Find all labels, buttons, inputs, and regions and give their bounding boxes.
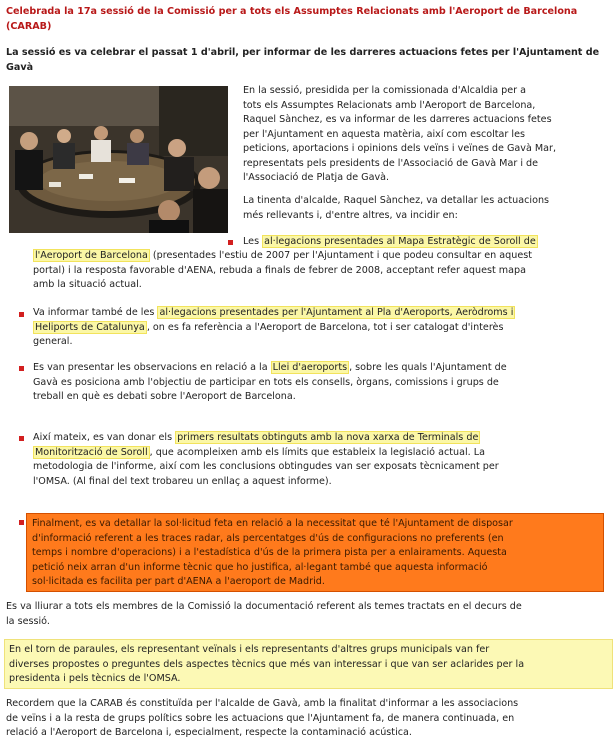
text: temps i nombre d'operacions) i a l'estadística d'ús de la primera pista per a enlairaments. Aquesta: [32, 547, 507, 558]
text: Es va lliurar a tots els membres de la Comissió la documentació referent als temes tractats en el decurs de: [6, 601, 522, 612]
text: En el torn de paraules, els representant veïnals i els representants d'altres grups municipals van fer: [9, 644, 490, 655]
text: Finalment, es va detallar la sol·licitud feta en relació a la necessitat que té l'Ajuntament de disposar: [32, 518, 513, 529]
intro-line: per l'Ajuntament en aquesta matèria, així com escoltar les: [243, 128, 525, 140]
text: diverses propostes o preguntes dels aspectes tècnics que més van interessar i que van ser aclarides per la: [9, 658, 525, 670]
bullet-icon: [19, 312, 24, 317]
intro-line: més rellevants i, d'entre altres, va incidir en:: [243, 209, 458, 221]
bullet-item-1: [243, 235, 613, 250]
article-title: Celebrada la 17a sessió de la Comissió per a tots els Assumptes Relacionats amb l'Aeroport de Barcelona (CARAB): [6, 6, 578, 32]
text: portal) i la resposta favorable d'AENA, rebuda a finals de febrer de 2008, acceptant refer aquest mapa: [33, 264, 527, 276]
bullet-item-3: [33, 361, 613, 405]
text: , sobre les quals l'Ajuntament de: [349, 362, 507, 373]
text: Les: [243, 236, 260, 247]
intro-line: tots els Assumptes Relacionats amb l'Aeroport de Barcelona,: [243, 99, 536, 111]
intro-line: En la sessió, presidida per la comissionada d'Alcaldia per a: [243, 85, 527, 96]
text: petició neix arran d'un informe tècnic que ho justifica, al·legant també que aquesta informació: [32, 561, 488, 573]
text: relació a l'Aeroport de Barcelona i, especialment, respecte la contaminació acústica.: [6, 727, 412, 738]
text: Va informar també de les: [33, 307, 155, 318]
text: , que acompleixen amb els límits que estableix la legislació actual. La: [149, 446, 485, 458]
highlight-link-mapa-soroll[interactable]: al·legacions presentades al Mapa Estratègic de Soroll de: [264, 236, 536, 247]
text: la sessió.: [6, 615, 50, 627]
intro-line: l'Associació de Platja de Gavà.: [243, 172, 390, 183]
highlight-link-monitoritzacio[interactable]: Monitorització de Soroll: [35, 446, 148, 458]
bullet-icon: [228, 240, 233, 245]
highlighted-box-yellow: [4, 639, 613, 689]
highlighted-box-orange: [26, 513, 604, 592]
intro-line: Raquel Sànchez, es va informar de les darreres actuacions fetes: [243, 114, 552, 125]
text: Així mateix, es van donar els: [33, 432, 173, 443]
text: l'OMSA. (Al final del text trobareu un enllaç a aquest informe).: [33, 475, 332, 487]
highlight-link-pla-aeroports[interactable]: al·legacions presentades per l'Ajuntament al Pla d'Aeroports, Aeròdroms i: [159, 307, 514, 318]
text: sol·licitada es facilita per part d'AENA a l'aeroport de Madrid.: [32, 576, 325, 587]
intro-paragraph-1: [243, 84, 613, 186]
meeting-photo: [9, 86, 228, 233]
highlight-link-terminals[interactable]: primers resultats obtinguts amb la nova xarxa de Terminals de: [177, 432, 479, 443]
text: Recordem que la CARAB és constituïda per l'alcalde de Gavà, amb la finalitat d'informar a les associacions: [6, 698, 519, 709]
intro-line: La tinenta d'alcalde, Raquel Sànchez, va detallar les actuacions: [243, 195, 550, 206]
text: d'informació referent a les traces radar, als percentatges d'ús de configuracions no preferents (en: [32, 532, 504, 544]
text: presidenta i pels tècnics de l'OMSA.: [9, 673, 181, 684]
article-subtitle: La sessió es va celebrar el passat 1 d'abril, per informar de les darreres actuacions fetes per l'Ajuntament de Gavà: [6, 47, 600, 73]
text: , on es fa referència a l'Aeroport de Barcelona, tot i ser catalogat d'interès: [146, 321, 504, 333]
paragraph-torn-paraules: [9, 643, 609, 687]
paragraph-final: [6, 697, 612, 741]
text: Es van presentar les observacions en relació a la: [33, 362, 268, 373]
highlight-link-llei-aeroports[interactable]: Llei d'aeroports: [272, 362, 348, 373]
text: metodologia de l'informe, així com les conclusions obtingudes van ser exposats tècnicament per: [33, 461, 499, 472]
text: (presentades l'estiu de 2007 per l'Ajuntament i que podeu consultar en aquest: [152, 250, 533, 261]
bullet-icon: [19, 366, 24, 371]
highlight-link-aeroport[interactable]: l'Aeroport de Barcelona: [35, 250, 148, 261]
highlight-link-heliports[interactable]: Heliports de Catalunya: [35, 321, 145, 333]
bullet-item-2: [33, 306, 613, 350]
text: treball en què es debati sobre l'Aeroport de Barcelona.: [33, 391, 296, 402]
paragraph-documentacio: [6, 600, 612, 629]
bullet-item-4: [33, 431, 613, 489]
bullet-icon: [19, 436, 24, 441]
bullet-item-5: [32, 517, 600, 590]
bullet-item-1-cont: [33, 249, 613, 293]
intro-line: peticions, aportacions i opinions dels veïns i veïnes de Gavà Mar,: [243, 143, 557, 154]
meeting-photo-image: [9, 86, 228, 233]
text: amb la situació actual.: [33, 279, 142, 290]
intro-line: representats pels presidents de l'Associació de Gavà Mar i de: [243, 157, 539, 169]
intro-paragraph-2: [243, 194, 613, 223]
text: general.: [33, 336, 73, 347]
text: de veïns i a la resta de grups polítics sobre les actuacions que l'Ajuntament fa, de manera continuada, en: [6, 712, 515, 724]
bullet-icon: [19, 520, 24, 525]
text: Gavà es posiciona amb l'objectiu de participar en tots els consells, òrgans, comissions i grups de: [33, 376, 499, 388]
